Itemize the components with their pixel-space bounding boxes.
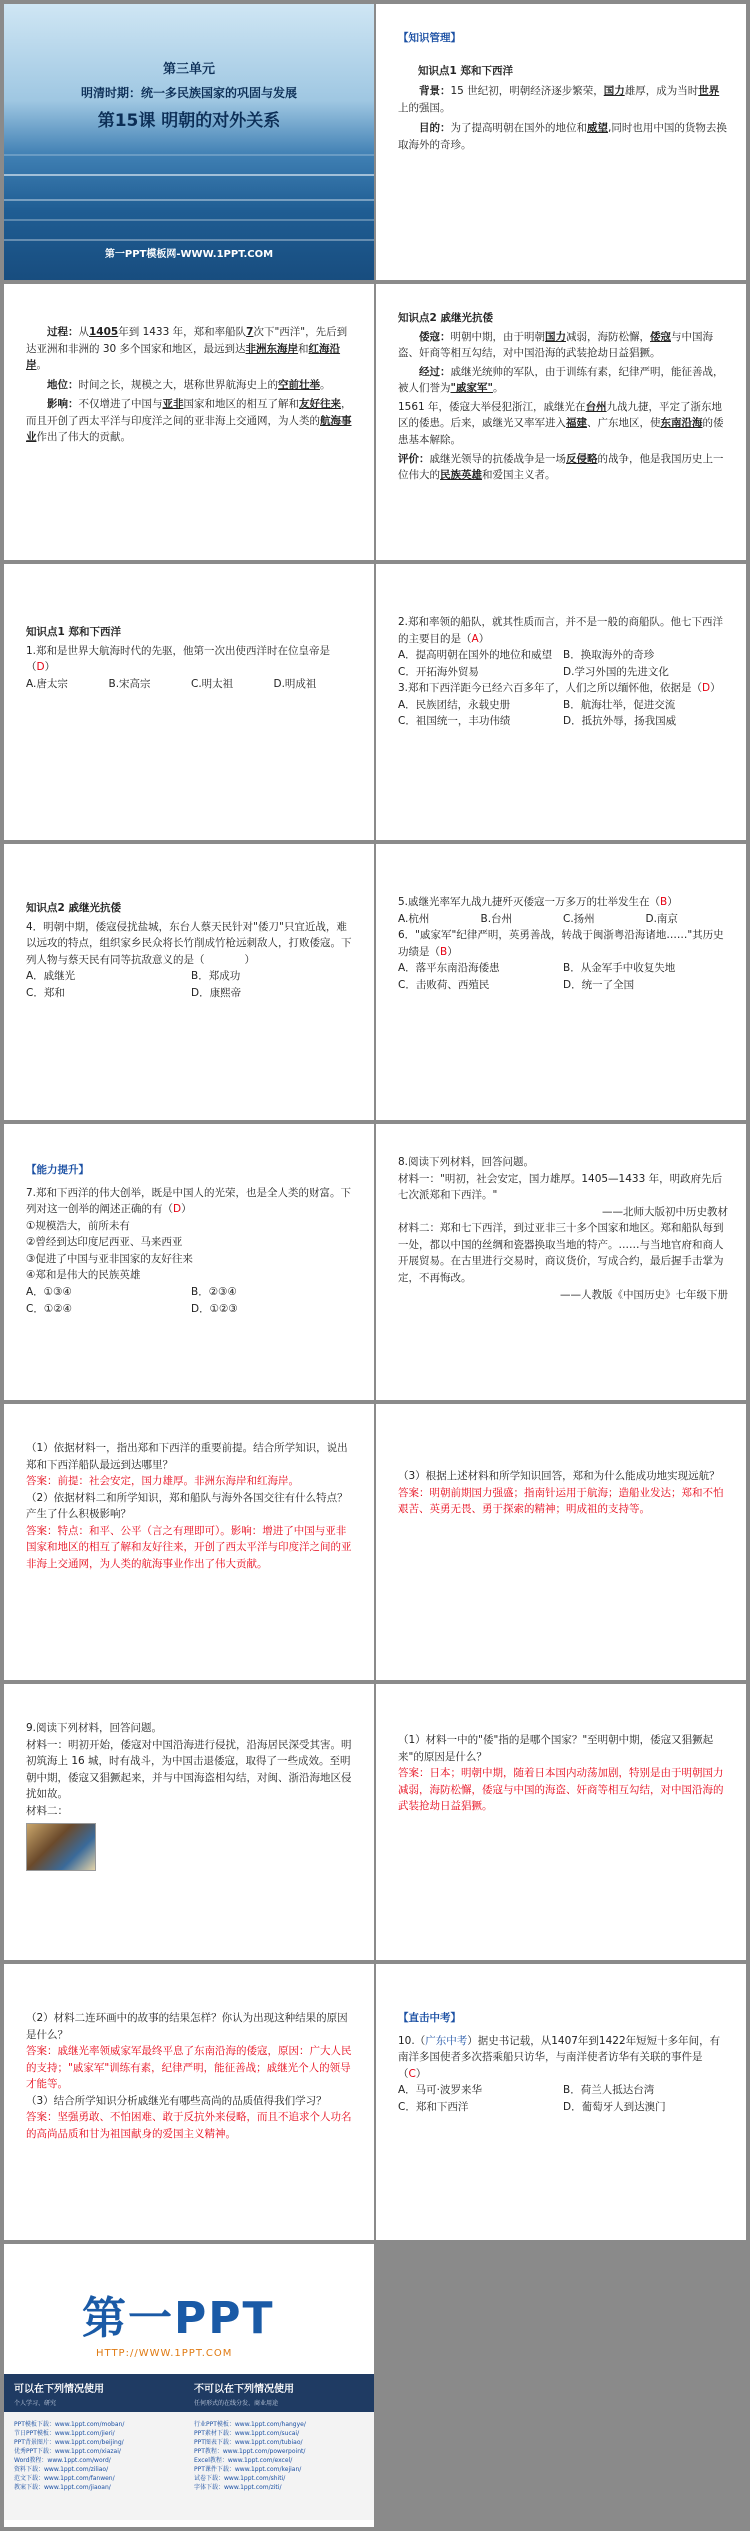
comic-image xyxy=(26,1823,96,1871)
options-6 xyxy=(398,960,728,993)
option: B.宋高宗 xyxy=(108,677,151,690)
background-text: 背景：15 世纪初，明朝经济逐步繁荣，国力雄厚，成为当时世界上的强国。 xyxy=(398,85,720,114)
option: A．①③④ xyxy=(26,1286,72,1299)
answer-3: 答案：坚强勇敢、不怕困难、敢于反抗外来侵略，而且不追求个人功名的高尚品质和甘为祖国献身的爱国主义精神。 xyxy=(26,2111,352,2141)
exercise-slide-4 xyxy=(376,844,746,1120)
option: D.南京 xyxy=(645,912,678,925)
sub-question-1: （1）依据材料一，指出郑和下西洋的重要前提。结合所学知识，说出郑和下西洋船队最远到达哪里？ xyxy=(26,1442,348,1471)
question-5: 5.戚继光率军九战九捷歼灭倭寇一万多万的壮举发生在（B） xyxy=(398,896,678,908)
answer-1: 答案：前提：社会安定，国力雄厚。非洲东海岸和红海岸。 xyxy=(26,1475,299,1488)
option: D．葡萄牙人到达澳门 xyxy=(563,2100,666,2113)
link-list xyxy=(4,2412,374,2520)
sub-question-1: （1）材料一中的"倭"指的是哪个国家？"至明朝中期，倭寇又猖獗起来"的原因是什么？ xyxy=(398,1734,714,1763)
option: A．提高明朝在国外的地位和威望 xyxy=(398,649,553,662)
links-right xyxy=(194,2420,364,2492)
statement: ①规模浩大，前所未有 xyxy=(26,1219,130,1232)
question-9: 9.阅读下列材料，回答问题。 xyxy=(26,1722,163,1734)
period-title: 明清时期：统一多民族国家的巩固与发展 xyxy=(80,86,297,100)
answer-slide-3 xyxy=(376,1684,746,1960)
usage-footer xyxy=(4,2374,374,2520)
link[interactable]: PPT教程：www.1ppt.com/powerpoint/ xyxy=(194,2448,306,2455)
answer-slide-2 xyxy=(376,1404,746,1680)
answer-3: 答案：明朝前期国力强盛；指南针运用于航海；造船业发达；郑和不怕艰苦、英勇无畏、勇于探索的精神；明成祖的支持等。 xyxy=(398,1486,724,1516)
process-text: 过程：从1405年到 1433 年，郑和率船队7次下"西洋"，先后到达亚洲和非洲的 30 多个国家和地区，最远到达非洲东海岸和红海沿岸。 xyxy=(26,326,348,372)
question-1: 1.郑和是世界大航海时代的先驱，他第一次出使西洋时在位皇帝是（D） xyxy=(26,644,331,674)
aim-text: 目的：为了提高明朝在国外的地位和威望,同时也用中国的货物去换取海外的奇珍。 xyxy=(398,122,727,151)
option: B．郑成功 xyxy=(191,970,241,983)
option: D．统一了全国 xyxy=(563,978,635,991)
question-7: 7.郑和下西洋的伟大创举，既是中国人的光荣，也是全人类的财富。下列对这一创举的阐述正确的有（D） xyxy=(26,1186,352,1216)
sub-question-2: （2）材料二连环画中的故事的结果怎样？你认为出现这种结果的原因是什么？ xyxy=(26,2012,348,2041)
kp-title: 知识点1 郑和下西洋 xyxy=(418,64,513,77)
exercise-slide-3 xyxy=(4,844,374,1120)
option: A．落平东南沿海倭患 xyxy=(398,962,500,975)
option: A．马可·波罗来华 xyxy=(398,2084,483,2097)
status-text: 地位：时间之长，规模之大，堪称世界航海史上的空前壮举。 xyxy=(47,378,331,391)
links-left xyxy=(14,2420,184,2492)
link[interactable]: PPT课件下载：www.1ppt.com/kejian/ xyxy=(194,2466,302,2473)
sub-question-3: （3）根据上述材料和所学知识回答，郑和为什么能成功地实现远航？ xyxy=(398,1470,720,1482)
option: B．②③④ xyxy=(191,1286,237,1299)
option: D．康熙帝 xyxy=(191,986,242,999)
question-6: 6．"戚家军"纪律严明，英勇善战，转战于闽浙粤沿海诸地……"其历史功绩是（B） xyxy=(398,929,724,958)
site-watermark: 第一PPT模板网-WWW.1PPT.COM xyxy=(104,249,274,260)
source-2: ——人教版《中国历史》七年级下册 xyxy=(560,1288,728,1301)
section-tag: 【能力提升】 xyxy=(26,1164,89,1176)
exercise-slide-2 xyxy=(376,564,746,840)
option: C．祖国统一，丰功伟绩 xyxy=(398,715,511,728)
option: C．开拓海外贸易 xyxy=(398,665,479,678)
knowledge-slide-1 xyxy=(376,4,746,280)
link[interactable]: PPT模板下载：www.1ppt.com/moban/ xyxy=(14,2421,125,2428)
link[interactable]: Excel教程：www.1ppt.com/excel/ xyxy=(194,2457,293,2464)
option: D.明成祖 xyxy=(273,677,317,690)
sub-question-2: （2）依据材料二和所学知识，郑和船队与海外各国交往有什么特点？产生了什么积极影响？ xyxy=(26,1491,348,1521)
answer-1: 答案：日本；明朝中期，随着日本国内动荡加剧，特别是由于明朝国力减弱，海防松懈，倭寇与中国的海盗、奸商等相互勾结，对中国沿海的武装抢劫日益猖獗。 xyxy=(398,1767,724,1813)
logo: 第一PPT xyxy=(82,2293,275,2344)
option: C．击败荷、西殖民 xyxy=(398,978,490,991)
logo-url: HTTP://WWW.1PPT.COM xyxy=(96,2348,233,2359)
knowledge-slide-2 xyxy=(4,284,374,560)
option: A．民族团结，永载史册 xyxy=(398,698,511,711)
option: C．郑和 xyxy=(26,986,65,999)
options xyxy=(26,1284,356,1317)
evaluation-text: 评价：戚继光领导的抗倭战争是一场反侵略的战争，他是我国历史上一位伟大的民族英雄和爱国主义者。 xyxy=(398,452,724,482)
section-tag: 【直击中考】 xyxy=(398,2012,461,2024)
link[interactable]: PPT背景图片：www.1ppt.com/beijing/ xyxy=(14,2439,124,2446)
exercise-slide-5 xyxy=(4,1124,374,1400)
link[interactable]: Word教程：www.1ppt.com/word/ xyxy=(14,2457,111,2464)
question-3: 3.郑和下西洋距今已经六百多年了，人们之所以缅怀他，依据是（D） xyxy=(398,682,721,695)
material-slide-1 xyxy=(376,1124,746,1400)
sub-question-3: （3）结合所学知识分析戚继光有哪些高尚的品质值得我们学习？ xyxy=(26,2094,327,2107)
kp-title: 知识点2 戚继光抗倭 xyxy=(398,312,493,324)
option: B.台州 xyxy=(480,912,513,925)
link[interactable]: 字体下载：www.1ppt.com/ziti/ xyxy=(194,2484,282,2491)
material-slide-2 xyxy=(4,1684,374,1960)
option: C.明太祖 xyxy=(191,677,234,690)
material-1: 材料一：明初开始，倭寇对中国沿海进行侵扰，沿海居民深受其害。明初筑海上 16 城，时有战斗，为中国击退倭寇，取得了一些成效。至明朝中期，倭寇又猖獗起来，并与中国海盗相勾结，对闽、浙沿海地区侵扰如故。 xyxy=(26,1738,352,1801)
option: D．抵抗外辱，扬我国威 xyxy=(563,715,677,728)
wokou-text: 倭寇：明朝中期，由于明朝国力减弱，海防松懈，倭寇与中国海盗、奸商等相互勾结，对中国沿海的武装抢劫日益猖獗。 xyxy=(398,330,713,360)
statement: ②曾经到达印度尼西亚、马来西亚 xyxy=(26,1236,183,1249)
link[interactable]: 范文下载：www.1ppt.com/fanwen/ xyxy=(14,2475,115,2482)
usage-allowed: 可以在下列情况使用 个人学习、研究 xyxy=(14,2384,104,2407)
options-5 xyxy=(398,911,728,928)
option: B．荷兰人抵达台湾 xyxy=(563,2084,655,2097)
logo-area xyxy=(4,2244,374,2374)
option: C．①②④ xyxy=(26,1302,73,1315)
source-1: ——北师大版初中历史教材 xyxy=(602,1205,728,1218)
option: B．航海壮举，促进交流 xyxy=(563,698,676,711)
answer-2: 答案：特点：和平、公平（言之有理即可）。影响：增进了中国与亚非国家和地区的相互了解和友好往来，开创了西太平洋与印度洋之间的亚非海上交通网，为人类的航海事业作出了伟大贡献。 xyxy=(26,1524,352,1571)
question-8: 8.阅读下列材料，回答问题。 xyxy=(398,1156,535,1168)
course-text: 经过：戚继光统帅的军队，由于训练有素，纪律严明，能征善战，被人们誉为"戚家军"。 xyxy=(398,365,724,395)
link[interactable]: 资料下载：www.1ppt.com/ziliao/ xyxy=(14,2466,109,2473)
kp-title: 知识点1 郑和下西洋 xyxy=(26,626,121,638)
option: A.唐太宗 xyxy=(26,677,68,690)
options xyxy=(26,676,356,693)
link[interactable]: 行业PPT模板：www.1ppt.com/hangye/ xyxy=(194,2421,306,2428)
exam-slide xyxy=(376,1964,746,2240)
options-3 xyxy=(398,697,728,730)
options xyxy=(398,2082,728,2115)
option: B．换取海外的奇珍 xyxy=(563,649,655,662)
question-10: 10.（广东中考）据史书记载，从1407年到1422年短短十多年间，有南洋多国使者多次搭乘船只访华，与南洋使者访华有关联的事件是（C） xyxy=(398,2034,721,2080)
option: D．①②③ xyxy=(191,1302,238,1315)
link[interactable]: PPT图表下载：www.1ppt.com/tubiao/ xyxy=(194,2439,303,2446)
exercise-slide-1 xyxy=(4,564,374,840)
material-1: 材料一："明初，社会安定，国力雄厚。1405—1433 年，明政府先后七次派郑和下西洋。" xyxy=(398,1172,723,1202)
impact-text: 影响：不仅增进了中国与亚非国家和地区的相互了解和友好往来，而且开创了西太平洋与印度洋之间的亚非海上交通网，为人类的航海事业作出了伟大的贡献。 xyxy=(26,398,352,444)
material-2: 材料二：郑和七下西洋，到过亚非三十多个国家和地区。郑和船队每到一处，都以中国的丝绸和瓷器换取当地的特产。……与当地官府和商人开展贸易。在古里进行交易时，商议货价，写成合约，最后握手击掌为定，不再悔改。 xyxy=(398,1222,724,1285)
answer-slide-1 xyxy=(4,1404,374,1680)
question-4: 4．明朝中期，倭寇侵扰盐城，东台人蔡天民针对"倭刀"只宜近战，难以远攻的特点，组织家乡民众将长竹削成竹枪远刺敌人，打败倭寇。下列人物与蔡天民有同等抗敌意义的是（ ） xyxy=(26,920,352,966)
link[interactable]: PPT素材下载：www.1ppt.com/sucai/ xyxy=(194,2430,300,2437)
option: C．郑和下西洋 xyxy=(398,2100,469,2113)
answer-2: 答案：戚继光率领威家军最终平息了东南沿海的倭寇，原因：广大人民的支持；"戚家军"训练有素，纪律严明，能征善战；戚继光个人的领导才能等。 xyxy=(26,2045,352,2091)
battle-text: 1561 年，倭寇大举侵犯浙江，戚继光在台州九战九捷，平定了浙东地区的倭患。后来，戚继光又率军进入福建、广东地区，使东南沿海的倭患基本解除。 xyxy=(398,400,724,447)
end-slide xyxy=(4,2244,374,2527)
link[interactable]: 试卷下载：www.1ppt.com/shiti/ xyxy=(194,2475,286,2482)
lesson-title: 第15课 明朝的对外关系 xyxy=(97,111,281,131)
link[interactable]: 教案下载：www.1ppt.com/jiaoan/ xyxy=(14,2484,111,2491)
options-2 xyxy=(398,647,728,680)
statement: ③促进了中国与亚非国家的友好往来 xyxy=(26,1252,193,1265)
option: A.杭州 xyxy=(398,912,430,925)
option: B．从金军手中收复失地 xyxy=(563,962,676,975)
cover-slide xyxy=(4,4,374,280)
option: A．戚继光 xyxy=(26,970,76,983)
material-2-label: 材料二： xyxy=(26,1804,68,1817)
kp-title: 知识点2 戚继光抗倭 xyxy=(26,902,121,914)
usage-forbidden: 不可以在下列情况使用 任何形式的在线分发、商业用途 xyxy=(194,2384,294,2407)
unit-title: 第三单元 xyxy=(162,62,215,77)
question-2: 2.郑和率领的船队，就其性质而言，并不是一般的商船队。他七下西洋的主要目的是（A） xyxy=(398,616,724,645)
knowledge-slide-3 xyxy=(376,284,746,560)
option: D.学习外国的先进文化 xyxy=(563,665,669,678)
options xyxy=(26,968,356,1001)
link[interactable]: 优秀PPT下载：www.1ppt.com/xiazai/ xyxy=(14,2448,121,2455)
answer-slide-4 xyxy=(4,1964,374,2240)
option: C.扬州 xyxy=(563,912,595,925)
section-tag: 【知识管理】 xyxy=(398,32,461,44)
link[interactable]: 节日PPT模板：www.1ppt.com/jieri/ xyxy=(14,2430,115,2437)
statement: ④郑和是伟大的民族英雄 xyxy=(26,1269,141,1282)
